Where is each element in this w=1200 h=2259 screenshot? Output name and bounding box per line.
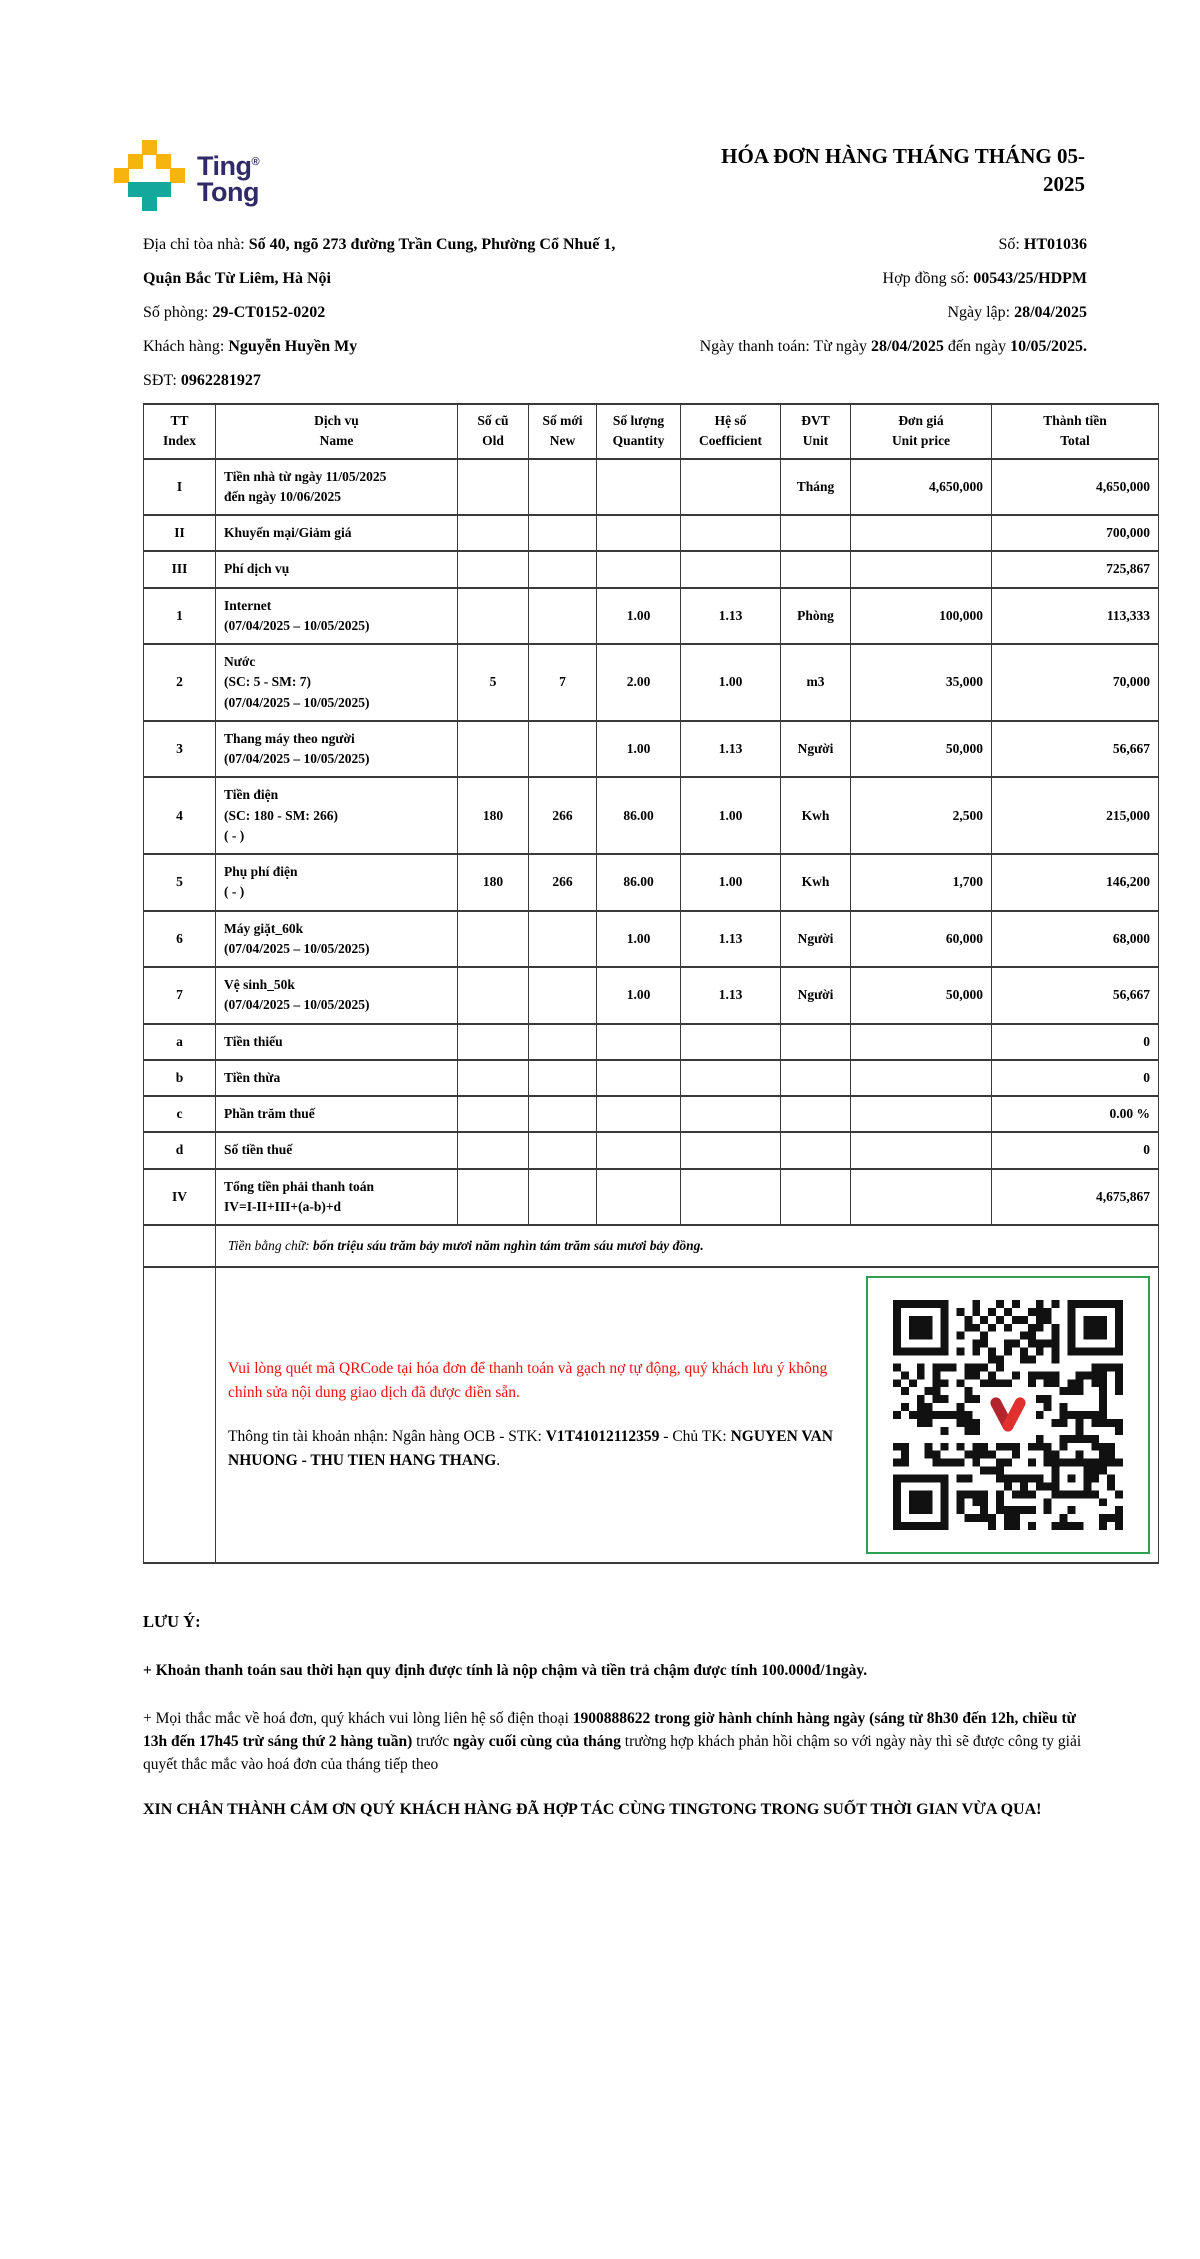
cell-empty	[144, 1225, 216, 1267]
cell-new	[529, 1132, 597, 1168]
cell-total: 0.00 %	[992, 1096, 1159, 1132]
cell-total: 4,650,000	[992, 459, 1159, 516]
cell-new: 7	[529, 644, 597, 721]
cell-old	[458, 551, 529, 587]
cell-unit: Kwh	[781, 854, 851, 911]
cell-qty	[597, 459, 681, 516]
cell-total: 4,675,867	[992, 1169, 1159, 1226]
column-header: Hệ số Coefficient	[681, 404, 781, 459]
cell-qty: 86.00	[597, 854, 681, 911]
meta-line: Số: HT01036	[998, 236, 1087, 253]
cell-name: Phí dịch vụ	[216, 551, 458, 587]
cell-price: 50,000	[851, 967, 992, 1024]
cell-unit	[781, 1060, 851, 1096]
cell-new	[529, 1024, 597, 1060]
meta-line: SĐT: 0962281927	[143, 372, 261, 389]
column-header: Đơn giá Unit price	[851, 404, 992, 459]
cell-coef	[681, 1024, 781, 1060]
cell-price: 60,000	[851, 911, 992, 968]
cell-unit	[781, 1169, 851, 1226]
table-row	[144, 459, 1159, 516]
notes-heading: LƯU Ý:	[143, 1612, 201, 1632]
amount-in-words-row	[144, 1225, 1159, 1267]
cell-name: Tiền thiếu	[216, 1024, 458, 1060]
vietqr-v-icon	[981, 1388, 1035, 1442]
cell-unit: Kwh	[781, 777, 851, 854]
cell-coef: 1.13	[681, 911, 781, 968]
cell-idx: 2	[144, 644, 216, 721]
cell-unit: m3	[781, 644, 851, 721]
cell-coef: 1.00	[681, 777, 781, 854]
cell-coef: 1.00	[681, 854, 781, 911]
column-header: Dịch vụ Name	[216, 404, 458, 459]
table-row	[144, 1132, 1159, 1168]
table-header	[144, 404, 1159, 459]
brand-word-tong: Tong	[197, 177, 259, 208]
cell-old	[458, 911, 529, 968]
table-row	[144, 551, 1159, 587]
tingtong-logo	[114, 140, 259, 210]
column-header: ĐVT Unit	[781, 404, 851, 459]
cell-new	[529, 1060, 597, 1096]
qr-text-block	[224, 1357, 866, 1473]
amount-in-words: Tiền bằng chữ: bốn triệu sáu trăm bảy mươi năm nghìn tám trăm sáu mươi bảy đồng.	[216, 1225, 1159, 1267]
cell-unit: Người	[781, 911, 851, 968]
cell-coef	[681, 459, 781, 516]
cell-coef: 1.13	[681, 588, 781, 645]
cell-idx: 7	[144, 967, 216, 1024]
tingtong-pixel-tree-icon	[114, 140, 184, 210]
table-body	[144, 459, 1159, 1226]
cell-idx: II	[144, 515, 216, 551]
cell-total: 146,200	[992, 854, 1159, 911]
cell-price: 100,000	[851, 588, 992, 645]
table-row	[144, 911, 1159, 968]
invoice-table	[143, 403, 1159, 1564]
cell-total: 725,867	[992, 551, 1159, 587]
cell-coef	[681, 1096, 781, 1132]
cell-old: 5	[458, 644, 529, 721]
cell-name: Tiền thừa	[216, 1060, 458, 1096]
cell-qty	[597, 1132, 681, 1168]
cell-new	[529, 459, 597, 516]
cell-new	[529, 967, 597, 1024]
cell-old	[458, 1060, 529, 1096]
cell-old	[458, 588, 529, 645]
cell-unit: Người	[781, 967, 851, 1024]
cell-new: 266	[529, 854, 597, 911]
cell-qty	[597, 515, 681, 551]
invoice-meta	[143, 228, 1157, 398]
note-contact: + Mọi thắc mắc về hoá đơn, quý khách vui lòng liên hệ số điện thoại 1900888622 trong giờ hành chính hàng ngày (sáng từ 8h30 đến 12h, chiều từ 13h đến 17h45 trừ sáng thứ 2 hàng tuần) trước ngày cuối cùng của tháng trường hợp khách phản hồi chậm so với ngày này thì sẽ được công ty giải quyết thắc mắc vào hoá đơn của tháng tiếp theo	[143, 1709, 1082, 1773]
meta-line: Khách hàng: Nguyễn Huyền My	[143, 338, 358, 355]
cell-unit	[781, 1132, 851, 1168]
cell-coef: 1.13	[681, 721, 781, 778]
cell-qty: 86.00	[597, 777, 681, 854]
invoice-title: HÓA ĐƠN HÀNG THÁNG THÁNG 05-2025	[721, 144, 1085, 197]
cell-name: Số tiền thuế	[216, 1132, 458, 1168]
cell-coef	[681, 515, 781, 551]
cell-qty: 1.00	[597, 721, 681, 778]
table-row	[144, 777, 1159, 854]
cell-price	[851, 1060, 992, 1096]
cell-name: Thang máy theo người (07/04/2025 – 10/05/2025)	[216, 721, 458, 778]
cell-new	[529, 551, 597, 587]
cell-name: Khuyến mại/Giảm giá	[216, 515, 458, 551]
cell-total: 68,000	[992, 911, 1159, 968]
cell-total: 215,000	[992, 777, 1159, 854]
invoice-header	[143, 140, 1157, 210]
meta-line: Hợp đồng số: 00543/25/HDPM	[882, 270, 1087, 287]
cell-old	[458, 721, 529, 778]
cell-new: 266	[529, 777, 597, 854]
cell-price	[851, 1096, 992, 1132]
note-late-fee: + Khoản thanh toán sau thời hạn quy định được tính là nộp chậm và tiền trả chậm được tính 100.000đ/1ngày.	[143, 1662, 868, 1680]
cell-unit: Phòng	[781, 588, 851, 645]
cell-price: 2,500	[851, 777, 992, 854]
cell-idx: 5	[144, 854, 216, 911]
cell-coef	[681, 1169, 781, 1226]
cell-old	[458, 1024, 529, 1060]
cell-name: Tiền nhà từ ngày 11/05/2025 đến ngày 10/06/2025	[216, 459, 458, 516]
cell-total: 56,667	[992, 967, 1159, 1024]
meta-line: Ngày thanh toán: Từ ngày 28/04/2025 đến ngày 10/05/2025.	[699, 338, 1087, 355]
cell-new	[529, 1169, 597, 1226]
cell-name: Tổng tiền phải thanh toán IV=I-II+III+(a-b)+d	[216, 1169, 458, 1226]
column-header: TT Index	[144, 404, 216, 459]
cell-qty	[597, 1024, 681, 1060]
bank-account-info: Thông tin tài khoản nhận: Ngân hàng OCB - STK: V1T41012112359 - Chủ TK: NGUYEN VAN NHUONG - THU TIEN HANG THANG.	[228, 1428, 833, 1470]
cell-empty	[144, 1267, 216, 1563]
cell-idx: c	[144, 1096, 216, 1132]
meta-left-block	[143, 228, 628, 398]
cell-price	[851, 551, 992, 587]
cell-price: 1,700	[851, 854, 992, 911]
cell-total: 0	[992, 1060, 1159, 1096]
cell-idx: 1	[144, 588, 216, 645]
table-row	[144, 515, 1159, 551]
cell-coef: 1.00	[681, 644, 781, 721]
meta-line: Ngày lập: 28/04/2025	[947, 304, 1087, 321]
cell-new	[529, 911, 597, 968]
cell-qty: 1.00	[597, 967, 681, 1024]
cell-qty	[597, 1169, 681, 1226]
footer-notes	[143, 1612, 1083, 1823]
qr-code	[866, 1276, 1150, 1554]
cell-idx: 3	[144, 721, 216, 778]
cell-idx: d	[144, 1132, 216, 1168]
qr-row	[144, 1267, 1159, 1563]
column-header: Số mới New	[529, 404, 597, 459]
cell-idx: 4	[144, 777, 216, 854]
column-header: Thành tiền Total	[992, 404, 1159, 459]
meta-line: Địa chỉ tòa nhà: Số 40, ngõ 273 đường Trần Cung, Phường Cổ Nhuế 1, Quận Bắc Từ Liêm, Hà Nội	[143, 236, 616, 287]
cell-total: 700,000	[992, 515, 1159, 551]
cell-qty	[597, 551, 681, 587]
meta-right-block	[628, 228, 1157, 398]
cell-total: 0	[992, 1132, 1159, 1168]
thank-you-note: XIN CHÂN THÀNH CẢM ƠN QUÝ KHÁCH HÀNG ĐÃ HỢP TÁC CÙNG TINGTONG TRONG SUỐT THỜI GIAN VỪA QUA!	[143, 1801, 1042, 1819]
cell-new	[529, 588, 597, 645]
cell-idx: III	[144, 551, 216, 587]
cell-old	[458, 459, 529, 516]
cell-old: 180	[458, 854, 529, 911]
cell-qty	[597, 1060, 681, 1096]
cell-name: Máy giặt_60k (07/04/2025 – 10/05/2025)	[216, 911, 458, 968]
cell-name: Nước (SC: 5 - SM: 7) (07/04/2025 – 10/05/2025)	[216, 644, 458, 721]
brand-wordmark	[197, 153, 259, 210]
cell-price: 50,000	[851, 721, 992, 778]
cell-idx: 6	[144, 911, 216, 968]
cell-name: Vệ sinh_50k (07/04/2025 – 10/05/2025)	[216, 967, 458, 1024]
cell-new	[529, 515, 597, 551]
cell-old	[458, 515, 529, 551]
cell-idx: a	[144, 1024, 216, 1060]
cell-price	[851, 1024, 992, 1060]
cell-qty	[597, 1096, 681, 1132]
table-row	[144, 644, 1159, 721]
cell-name: Tiền điện (SC: 180 - SM: 266) ( - )	[216, 777, 458, 854]
cell-total: 113,333	[992, 588, 1159, 645]
table-row	[144, 1060, 1159, 1096]
cell-qty: 2.00	[597, 644, 681, 721]
registered-mark: ®	[251, 156, 260, 168]
cell-price: 35,000	[851, 644, 992, 721]
table-row	[144, 967, 1159, 1024]
cell-coef	[681, 1132, 781, 1168]
qr-section	[224, 1276, 1150, 1554]
table-row	[144, 1169, 1159, 1226]
cell-price	[851, 1132, 992, 1168]
cell-unit: Tháng	[781, 459, 851, 516]
table-row	[144, 588, 1159, 645]
cell-name: Internet (07/04/2025 – 10/05/2025)	[216, 588, 458, 645]
qr-instruction-note: Vui lòng quét mã QRCode tại hóa đơn để thanh toán và gạch nợ tự động, quý khách lưu ý không chỉnh sửa nội dung giao dịch đã được điền sẵn.	[228, 1360, 828, 1402]
cell-idx: IV	[144, 1169, 216, 1226]
cell-unit	[781, 1024, 851, 1060]
cell-idx: b	[144, 1060, 216, 1096]
cell-new	[529, 1096, 597, 1132]
cell-old	[458, 1096, 529, 1132]
brand-word-ting: Ting	[197, 151, 252, 181]
cell-old	[458, 1169, 529, 1226]
cell-total: 70,000	[992, 644, 1159, 721]
meta-line: Số phòng: 29-CT0152-0202	[143, 304, 326, 321]
cell-price	[851, 1169, 992, 1226]
cell-price	[851, 515, 992, 551]
cell-qty: 1.00	[597, 911, 681, 968]
table-row	[144, 854, 1159, 911]
cell-unit	[781, 551, 851, 587]
cell-name: Phần trăm thuế	[216, 1096, 458, 1132]
cell-qty: 1.00	[597, 588, 681, 645]
cell-unit: Người	[781, 721, 851, 778]
header-row	[144, 404, 1159, 459]
cell-total: 56,667	[992, 721, 1159, 778]
cell-new	[529, 721, 597, 778]
cell-idx: I	[144, 459, 216, 516]
cell-name: Phụ phí điện ( - )	[216, 854, 458, 911]
column-header: Số lượng Quantity	[597, 404, 681, 459]
cell-old	[458, 967, 529, 1024]
table-row	[144, 1096, 1159, 1132]
cell-coef: 1.13	[681, 967, 781, 1024]
cell-coef	[681, 1060, 781, 1096]
cell-coef	[681, 551, 781, 587]
cell-unit	[781, 515, 851, 551]
table-row	[144, 721, 1159, 778]
cell-total: 0	[992, 1024, 1159, 1060]
table-row	[144, 1024, 1159, 1060]
cell-old	[458, 1132, 529, 1168]
cell-price: 4,650,000	[851, 459, 992, 516]
cell-unit	[781, 1096, 851, 1132]
cell-old: 180	[458, 777, 529, 854]
column-header: Số cũ Old	[458, 404, 529, 459]
